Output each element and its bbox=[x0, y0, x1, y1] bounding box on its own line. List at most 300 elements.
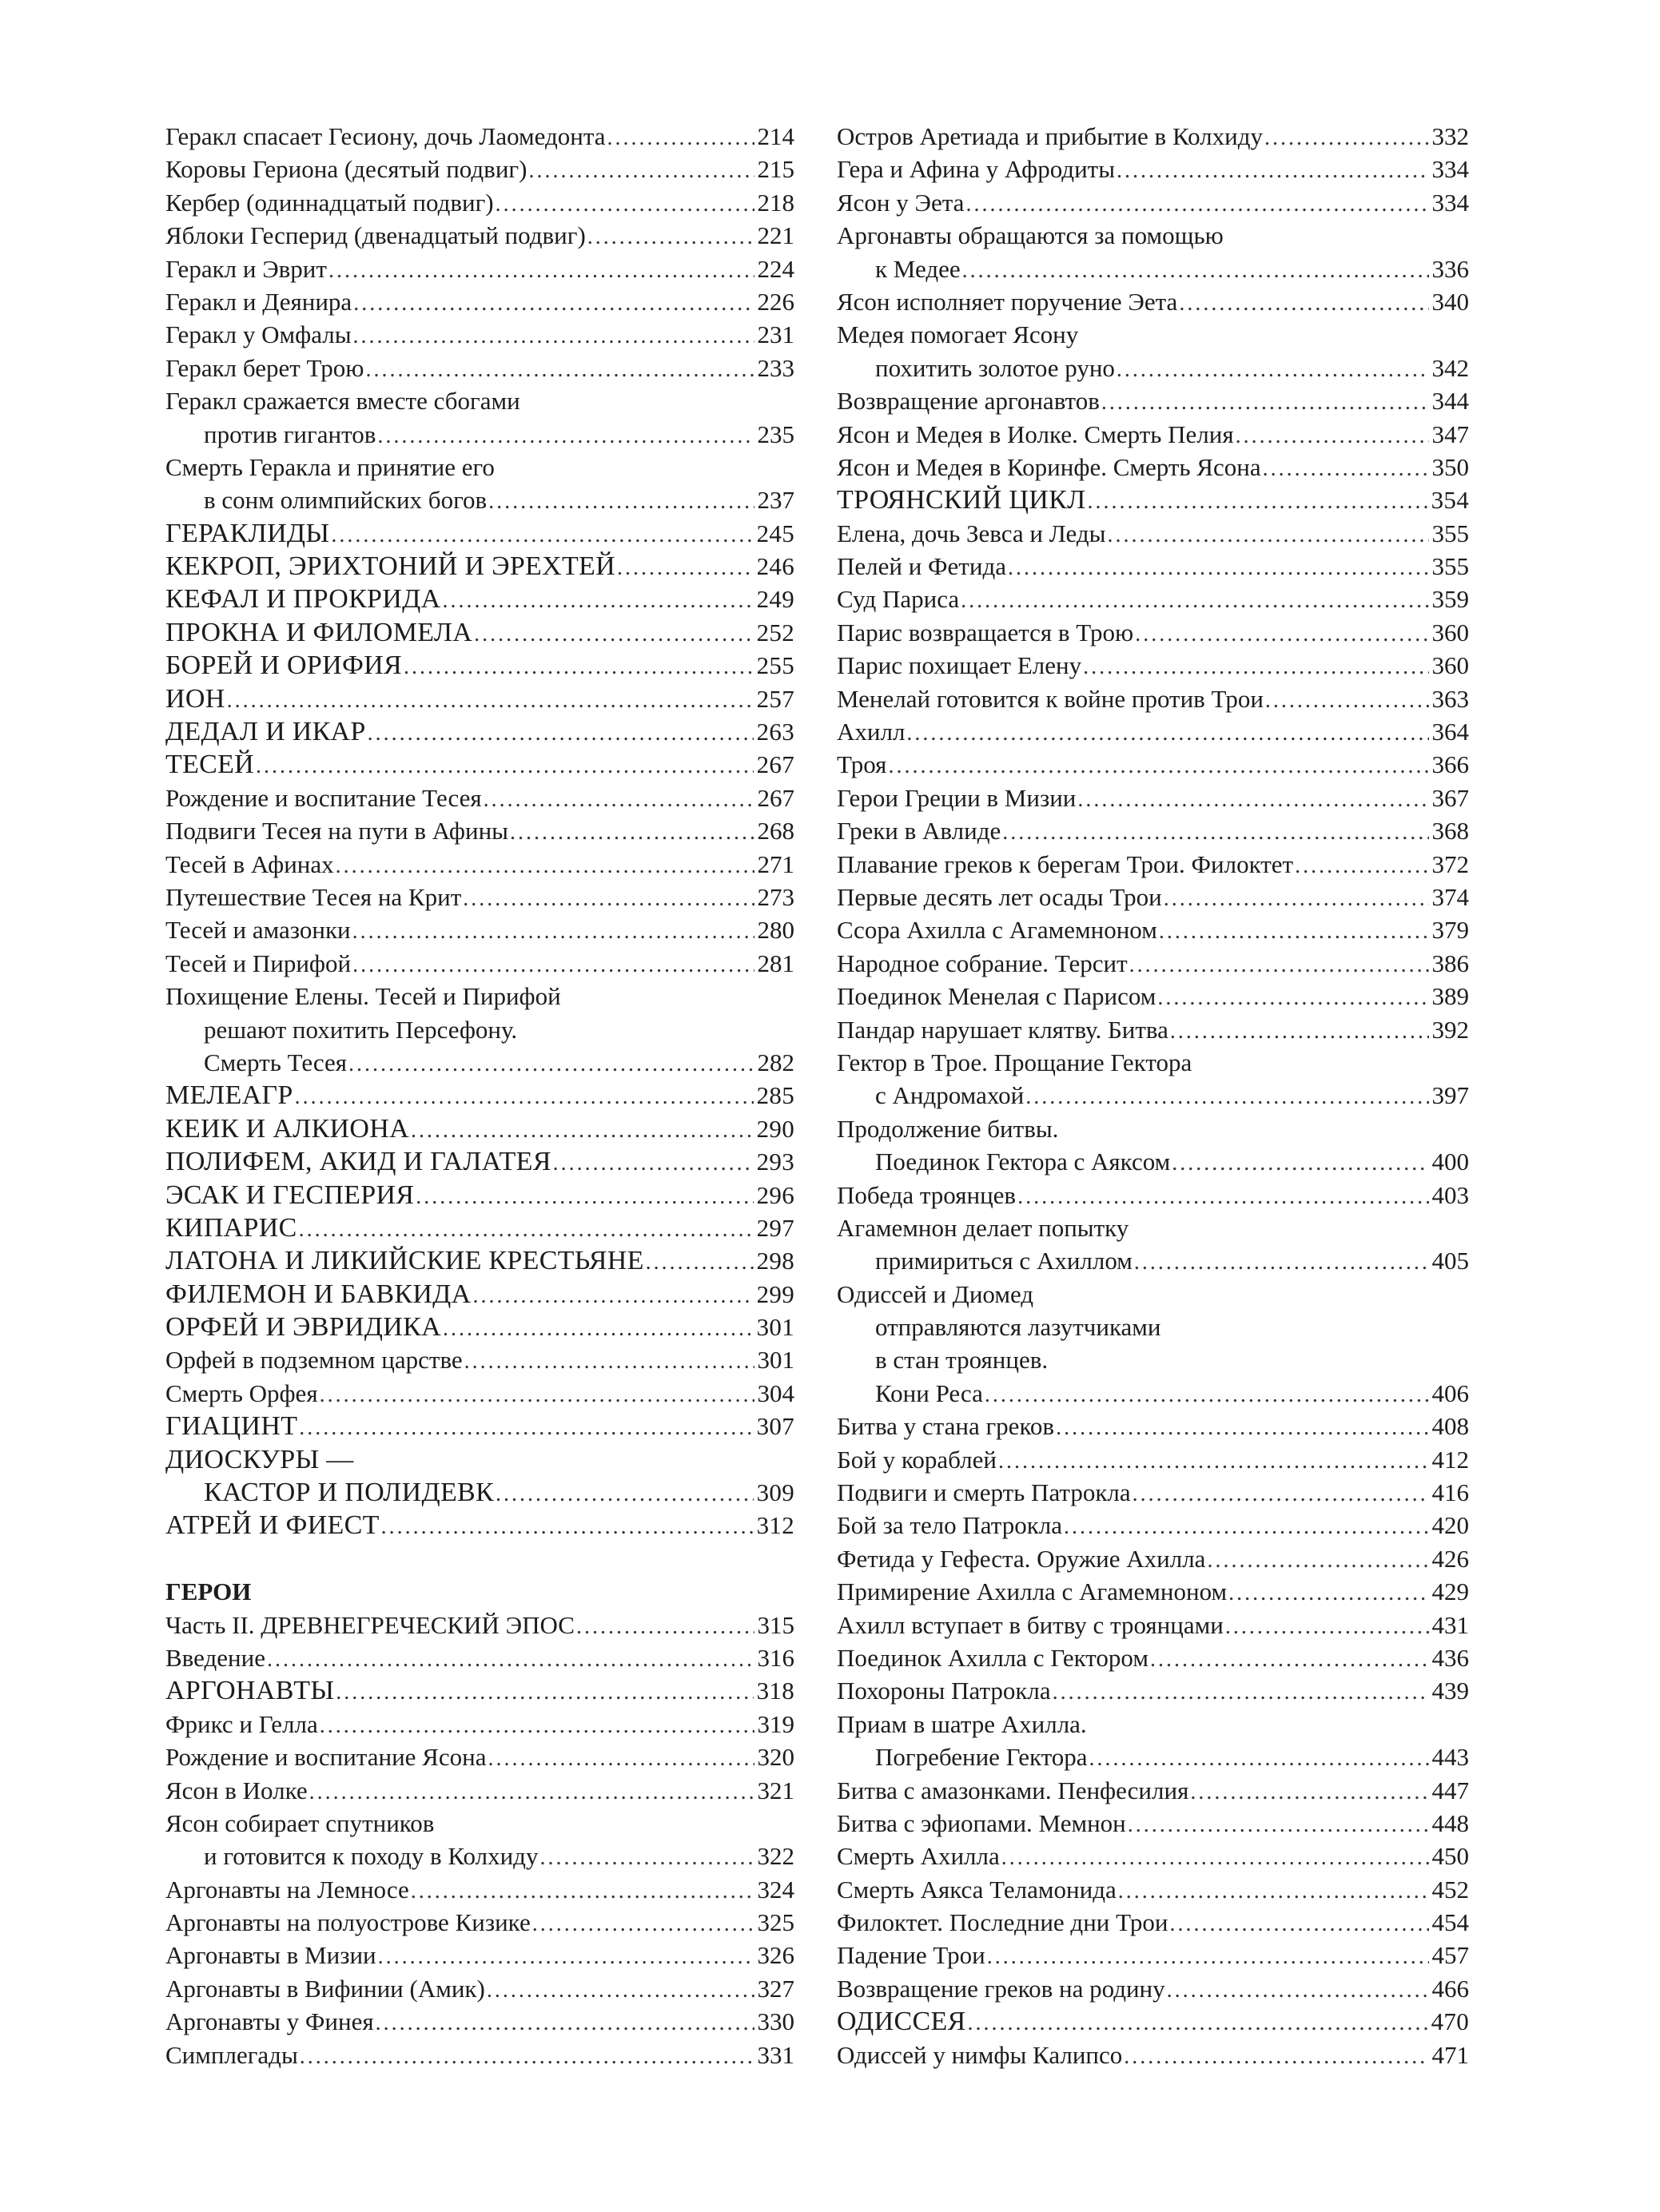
toc-leader-dots bbox=[1169, 1908, 1428, 1939]
toc-entry-title: с Андромахой bbox=[875, 1081, 1025, 1110]
toc-entry-title: ПРОКНА И ФИЛОМЕЛА bbox=[165, 617, 473, 647]
toc-entry-title: Герои Греции в Мизии bbox=[837, 783, 1077, 812]
toc-entry bbox=[165, 748, 794, 781]
toc-entry-line: отправляются лазутчиками bbox=[875, 1313, 1161, 1342]
toc-leader-dots bbox=[442, 584, 753, 615]
toc-page-number: 290 bbox=[756, 1114, 794, 1143]
toc-entry-title: ФИЛЕМОН И БАВКИДА bbox=[165, 1279, 472, 1309]
toc-leader-dots bbox=[474, 618, 754, 649]
toc-entry bbox=[837, 715, 1469, 748]
toc-entry-line: Медея помогает Ясону bbox=[837, 320, 1079, 349]
toc-leader-dots bbox=[1167, 1974, 1429, 2005]
toc-page-number: 416 bbox=[1431, 1478, 1469, 1507]
toc-entry-title: Падение Трои bbox=[837, 1941, 985, 1970]
toc-leader-dots bbox=[336, 1676, 753, 1707]
toc-entry bbox=[165, 153, 794, 185]
toc-leader-dots bbox=[998, 1445, 1429, 1476]
toc-entry-title: Греки в Авлиде bbox=[837, 817, 1001, 845]
toc-page-number: 326 bbox=[757, 1941, 794, 1970]
toc-page-number: 246 bbox=[756, 552, 794, 581]
toc-leader-dots bbox=[328, 254, 754, 285]
toc-leader-dots bbox=[528, 154, 754, 185]
toc-entry-title: Примирение Ахилла с Агамемноном bbox=[837, 1577, 1228, 1606]
toc-entry bbox=[165, 352, 794, 384]
toc-entry-title: МЕЛЕАГР bbox=[165, 1080, 293, 1111]
toc-page-number: 324 bbox=[757, 1875, 794, 1904]
toc-entry bbox=[837, 1807, 1469, 1840]
toc-entry-title: Бой за тело Патрокла bbox=[837, 1511, 1062, 1540]
toc-entry bbox=[165, 1840, 794, 1872]
toc-entry-title: примириться с Ахиллом bbox=[875, 1247, 1133, 1275]
toc-leader-dots bbox=[1236, 420, 1429, 451]
toc-entry bbox=[837, 550, 1469, 583]
toc-entry bbox=[837, 583, 1469, 615]
toc-entry-title: Гера и Афина у Афродиты bbox=[837, 155, 1116, 184]
toc-entry-title: Остров Аретиада и прибытие в Колхиду bbox=[837, 122, 1263, 150]
toc-page-number: 360 bbox=[1431, 618, 1469, 646]
toc-page-number: 429 bbox=[1431, 1577, 1469, 1606]
toc-entry bbox=[165, 682, 794, 715]
toc-page-number: 221 bbox=[757, 221, 794, 250]
toc-page-number: 301 bbox=[757, 1346, 794, 1375]
toc-page-number: 436 bbox=[1431, 1643, 1469, 1672]
toc-leader-dots bbox=[1087, 485, 1427, 516]
toc-entry bbox=[165, 947, 794, 980]
toc-entry bbox=[837, 2005, 1469, 2038]
toc-entry bbox=[165, 120, 794, 153]
toc-entry-title: Аргонавты в Вифинии (Амик) bbox=[165, 1974, 485, 2003]
toc-page-number: 334 bbox=[1431, 155, 1469, 184]
toc-page-number: 340 bbox=[1431, 287, 1469, 316]
toc-leader-dots bbox=[377, 420, 754, 451]
toc-entry-title: Орфей в подземном царстве bbox=[165, 1346, 463, 1375]
toc-leader-dots bbox=[539, 1841, 754, 1872]
toc-entry-title: Возвращение греков на родину bbox=[837, 1974, 1165, 2003]
toc-entry bbox=[165, 1343, 794, 1376]
toc-page-number: 224 bbox=[757, 254, 794, 283]
toc-leader-dots bbox=[906, 717, 1428, 748]
toc-page-number: 457 bbox=[1431, 1941, 1469, 1970]
toc-entry bbox=[165, 1311, 794, 1343]
toc-entry bbox=[165, 1906, 794, 1939]
toc-page-number: 298 bbox=[756, 1247, 794, 1275]
toc-entry-title: против гигантов bbox=[204, 420, 376, 448]
toc-leader-dots bbox=[484, 783, 754, 814]
toc-page-number: 296 bbox=[756, 1180, 794, 1209]
toc-entry-title: Пелей и Фетида bbox=[837, 552, 1006, 581]
toc-entry bbox=[165, 616, 794, 649]
toc-entry bbox=[837, 814, 1469, 847]
toc-entry bbox=[165, 418, 794, 451]
toc-leader-dots bbox=[320, 1379, 754, 1410]
toc-entry-title: ГЕРАКЛИДЫ bbox=[165, 518, 330, 548]
toc-entry-title: Путешествие Тесея на Крит bbox=[165, 882, 462, 911]
toc-entry bbox=[837, 682, 1469, 715]
toc-entry bbox=[837, 748, 1469, 781]
toc-entry bbox=[837, 848, 1469, 881]
toc-entry bbox=[165, 550, 794, 583]
toc-entry-title: ОДИССЕЯ bbox=[837, 2007, 966, 2037]
toc-leader-dots bbox=[473, 1279, 754, 1311]
toc-right-column bbox=[837, 120, 1469, 2071]
toc-entry-title: Ясон в Иолке bbox=[165, 1776, 308, 1804]
toc-entry bbox=[837, 517, 1469, 550]
toc-page-number: 426 bbox=[1431, 1544, 1469, 1573]
toc-entry-title: Суд Париса bbox=[837, 585, 960, 614]
toc-entry-line: ДИОСКУРЫ — bbox=[165, 1444, 354, 1474]
toc-page-number: 255 bbox=[756, 651, 794, 680]
toc-entry bbox=[165, 1145, 794, 1178]
toc-leader-dots bbox=[463, 882, 754, 913]
toc-entry-title: Менелай готовится к войне против Трои bbox=[837, 684, 1264, 713]
toc-entry bbox=[837, 913, 1469, 946]
toc-page-number: 450 bbox=[1431, 1842, 1469, 1871]
toc-leader-dots bbox=[331, 519, 753, 550]
toc-entry-title: Геракл спасает Гесиону, дочь Лаомедонта bbox=[165, 122, 606, 150]
toc-entry-title: Ахилл вступает в битву с троянцами bbox=[837, 1610, 1224, 1639]
toc-entry bbox=[837, 186, 1469, 219]
toc-entry bbox=[837, 1741, 1469, 1773]
toc-entry-line: Продолжение битвы. bbox=[837, 1114, 1059, 1143]
toc-page-number: 281 bbox=[757, 949, 794, 977]
toc-leader-dots bbox=[1157, 981, 1428, 1013]
toc-page-number: 350 bbox=[1431, 452, 1469, 481]
toc-entry-title: в сонм олимпийских богов bbox=[204, 486, 488, 515]
toc-page-number: 320 bbox=[757, 1743, 794, 1772]
toc-entry-line: Одиссей и Диомед bbox=[837, 1279, 1034, 1308]
toc-leader-dots bbox=[365, 353, 754, 384]
toc-page-number: 470 bbox=[1431, 2007, 1469, 2036]
toc-entry bbox=[837, 1244, 1469, 1277]
toc-entry bbox=[165, 1179, 794, 1211]
toc-entry bbox=[837, 2039, 1469, 2071]
toc-leader-dots bbox=[299, 1213, 754, 1244]
toc-entry-title: Битва с эфиопами. Мемнон bbox=[837, 1808, 1126, 1837]
toc-entry-title: Ссора Ахилла с Агамемноном bbox=[837, 916, 1157, 945]
toc-leader-dots bbox=[348, 1048, 754, 1079]
toc-leader-dots bbox=[510, 816, 754, 847]
toc-entry bbox=[837, 1013, 1469, 1046]
toc-entry-title: АРГОНАВТЫ bbox=[165, 1676, 335, 1706]
toc-page-number: 386 bbox=[1431, 949, 1469, 977]
toc-entry-title: Геракл и Эврит bbox=[165, 254, 327, 283]
toc-entry bbox=[837, 782, 1469, 814]
toc-entry-title: Ясон исполняет поручение Эета bbox=[837, 287, 1178, 316]
toc-entry bbox=[837, 1079, 1469, 1112]
toc-leader-dots bbox=[576, 1610, 754, 1641]
toc-entry bbox=[837, 1575, 1469, 1608]
toc-entry bbox=[165, 649, 794, 682]
toc-leader-dots bbox=[1179, 287, 1428, 318]
toc-entry bbox=[837, 1939, 1469, 1971]
toc-entry bbox=[165, 1972, 794, 2005]
toc-entry bbox=[837, 1840, 1469, 1872]
toc-leader-dots bbox=[1101, 386, 1429, 417]
toc-leader-dots bbox=[1172, 1147, 1428, 1178]
toc-entry bbox=[837, 1145, 1469, 1178]
toc-entry-title: Аргонавты в Мизии bbox=[165, 1941, 376, 1970]
toc-leader-dots bbox=[309, 1776, 754, 1807]
toc-leader-dots bbox=[587, 221, 754, 252]
toc-entry bbox=[165, 1873, 794, 1906]
toc-leader-dots bbox=[1150, 1643, 1429, 1674]
toc-entry-title: БОРЕЙ И ОРИФИЯ bbox=[165, 650, 402, 681]
toc-entry bbox=[165, 1079, 794, 1112]
toc-page-number: 237 bbox=[757, 486, 794, 515]
toc-leader-dots bbox=[416, 1180, 753, 1211]
toc-page-number: 231 bbox=[757, 320, 794, 349]
toc-entry bbox=[837, 1609, 1469, 1641]
toc-leader-dots bbox=[607, 121, 754, 153]
toc-entry-title: Поединок Ахилла с Гектором bbox=[837, 1643, 1148, 1672]
toc-entry bbox=[165, 1741, 794, 1773]
toc-page-number: 354 bbox=[1431, 486, 1469, 515]
toc-entry bbox=[837, 1410, 1469, 1442]
toc-page-number: 366 bbox=[1431, 750, 1469, 779]
toc-entry bbox=[837, 616, 1469, 649]
toc-page-number: 355 bbox=[1431, 552, 1469, 581]
toc-page-number: 263 bbox=[756, 718, 794, 746]
toc-entry-title: ТЕСЕЙ bbox=[165, 750, 255, 780]
toc-page-number: 344 bbox=[1431, 387, 1469, 416]
toc-page-number: 405 bbox=[1431, 1247, 1469, 1275]
toc-entry bbox=[837, 1179, 1469, 1211]
toc-entry bbox=[165, 1046, 794, 1079]
toc-entry-title: Тесей в Афинах bbox=[165, 849, 334, 878]
toc-entry-title: Ясон и Медея в Иолке. Смерть Пелия bbox=[837, 420, 1234, 448]
toc-leader-dots bbox=[1295, 849, 1428, 881]
toc-page-number: 342 bbox=[1431, 353, 1469, 382]
toc-entry bbox=[837, 352, 1469, 384]
toc-entry-title: Победа троянцев bbox=[837, 1180, 1017, 1209]
toc-entry-title: Елена, дочь Зевса и Леды bbox=[837, 519, 1106, 547]
toc-leader-dots bbox=[1117, 353, 1429, 384]
toc-page-number: 397 bbox=[1431, 1081, 1469, 1110]
toc-entry-title: Подвиги Тесея на пути в Афины bbox=[165, 817, 509, 845]
toc-leader-dots bbox=[267, 1643, 754, 1674]
toc-leader-dots bbox=[1025, 1080, 1428, 1112]
toc-leader-dots bbox=[965, 188, 1428, 219]
toc-entry-title: похитить золотое руно bbox=[875, 353, 1115, 382]
toc-page-number: 392 bbox=[1431, 1015, 1469, 1044]
toc-leader-dots bbox=[1001, 1841, 1429, 1872]
toc-page-number: 374 bbox=[1431, 882, 1469, 911]
toc-left-column bbox=[165, 120, 794, 2071]
toc-page-number: 372 bbox=[1431, 849, 1469, 878]
toc-leader-dots bbox=[336, 849, 754, 881]
toc-entry bbox=[837, 1674, 1469, 1707]
toc-leader-dots bbox=[1170, 1015, 1429, 1046]
toc-leader-dots bbox=[1002, 816, 1428, 847]
toc-entry bbox=[165, 1211, 794, 1244]
toc-leader-dots bbox=[1008, 551, 1429, 583]
toc-page-number: 400 bbox=[1431, 1148, 1469, 1176]
toc-entry-title: ЭСАК И ГЕСПЕРИЯ bbox=[165, 1180, 415, 1210]
toc-entry-title: Похороны Патрокла bbox=[837, 1677, 1051, 1705]
toc-entry bbox=[165, 1609, 794, 1641]
toc-page-number: 367 bbox=[1431, 783, 1469, 812]
toc-entry bbox=[165, 913, 794, 946]
toc-entry bbox=[165, 1939, 794, 1971]
toc-leader-dots bbox=[532, 1908, 754, 1939]
toc-leader-dots bbox=[487, 1974, 754, 2005]
toc-page-number: 318 bbox=[756, 1677, 794, 1705]
toc-entry bbox=[837, 1641, 1469, 1674]
toc-leader-dots bbox=[352, 949, 754, 980]
toc-entry-title: Ясон и Медея в Коринфе. Смерть Ясона bbox=[837, 452, 1261, 481]
toc-entry bbox=[837, 947, 1469, 980]
toc-entry-title: ЛАТОНА И ЛИКИЙСКИЕ КРЕСТЬЯНЕ bbox=[165, 1246, 644, 1276]
toc-entry-title: Фетида у Гефеста. Оружие Ахилла bbox=[837, 1544, 1206, 1573]
toc-page-number: 321 bbox=[757, 1776, 794, 1804]
toc-leader-dots bbox=[1117, 154, 1428, 185]
toc-page-number: 214 bbox=[757, 122, 794, 150]
toc-page-number: 235 bbox=[757, 420, 794, 448]
toc-entry bbox=[837, 1476, 1469, 1509]
toc-entry-title: ИОН bbox=[165, 683, 225, 714]
toc-entry-title: Тесей и Пирифой bbox=[165, 949, 352, 977]
toc-page-number: 331 bbox=[757, 2040, 794, 2069]
toc-section-heading: ГЕРОИ bbox=[165, 1577, 252, 1606]
toc-entry bbox=[165, 1641, 794, 1674]
toc-page-number: 448 bbox=[1431, 1808, 1469, 1837]
toc-entry-title: Битва с амазонками. Пенфесилия bbox=[837, 1776, 1189, 1804]
toc-entry-title: Плавание греков к берегам Трои. Филоктет bbox=[837, 849, 1294, 878]
toc-page-number: 271 bbox=[757, 849, 794, 878]
toc-entry bbox=[165, 2039, 794, 2071]
toc-page-number: 312 bbox=[756, 1511, 794, 1540]
toc-entry bbox=[165, 285, 794, 318]
toc-leader-dots bbox=[1083, 650, 1428, 682]
toc-page-number: 282 bbox=[757, 1048, 794, 1076]
toc-entry bbox=[165, 219, 794, 252]
toc-entry-title: Рождение и воспитание Тесея bbox=[165, 783, 482, 812]
toc-entry bbox=[165, 782, 794, 814]
toc-entry-title: ГИАЦИНТ bbox=[165, 1411, 298, 1442]
toc-page-number: 403 bbox=[1431, 1180, 1469, 1209]
toc-page-number: 285 bbox=[756, 1081, 794, 1110]
toc-leader-dots bbox=[1064, 1510, 1429, 1542]
toc-entry bbox=[165, 253, 794, 285]
toc-page-number: 466 bbox=[1431, 1974, 1469, 2003]
toc-page-number: 360 bbox=[1431, 651, 1469, 680]
toc-leader-dots bbox=[488, 1742, 754, 1773]
toc-leader-dots bbox=[320, 1709, 754, 1741]
toc-leader-dots bbox=[496, 1478, 754, 1509]
toc-page-number: 332 bbox=[1431, 122, 1469, 150]
toc-leader-dots bbox=[1128, 1808, 1429, 1840]
toc-page-number: 293 bbox=[756, 1148, 794, 1176]
toc-entry-title: и готовится к походу в Колхиду bbox=[204, 1842, 539, 1871]
toc-entry-title: Рождение и воспитание Ясона bbox=[165, 1743, 487, 1772]
toc-entry-line: Агамемнон делает попытку bbox=[837, 1213, 1129, 1242]
toc-entry bbox=[837, 384, 1469, 417]
toc-page-number: 359 bbox=[1431, 585, 1469, 614]
toc-page-number: 431 bbox=[1431, 1610, 1469, 1639]
toc-leader-dots bbox=[378, 1940, 754, 1971]
toc-page-number: 273 bbox=[757, 882, 794, 911]
toc-entry bbox=[165, 1476, 794, 1509]
toc-page-number: 218 bbox=[757, 188, 794, 217]
toc-page-number: 363 bbox=[1431, 684, 1469, 713]
toc-spacer bbox=[165, 1542, 794, 1575]
toc-entry bbox=[837, 649, 1469, 682]
toc-entry-line: решают похитить Персефону. bbox=[204, 1015, 518, 1044]
toc-entry-title: Коровы Гериона (десятый подвиг) bbox=[165, 155, 527, 184]
toc-entry-title: Смерть Аякса Теламонида bbox=[837, 1875, 1117, 1904]
toc-page-number: 412 bbox=[1431, 1445, 1469, 1474]
toc-entry-title: Кони Реса bbox=[875, 1379, 983, 1407]
toc-entry-line: Ясон собирает спутников bbox=[165, 1808, 435, 1837]
toc-page-number: 267 bbox=[756, 750, 794, 779]
toc-entry bbox=[165, 2005, 794, 2038]
toc-entry bbox=[837, 1377, 1469, 1410]
toc-entry bbox=[837, 881, 1469, 913]
toc-page-number: 304 bbox=[757, 1379, 794, 1407]
toc-entry bbox=[165, 1112, 794, 1145]
toc-entry bbox=[165, 1377, 794, 1410]
toc-leader-dots bbox=[1056, 1411, 1428, 1442]
toc-leader-dots bbox=[646, 1246, 754, 1277]
toc-entry bbox=[165, 1774, 794, 1807]
toc-page-number: 301 bbox=[756, 1313, 794, 1342]
toc-entry-title: Подвиги и смерть Патрокла bbox=[837, 1478, 1131, 1507]
toc-entry bbox=[165, 1278, 794, 1311]
toc-leader-dots bbox=[1265, 684, 1429, 715]
toc-leader-dots bbox=[962, 254, 1429, 285]
toc-leader-dots bbox=[443, 1312, 754, 1343]
toc-entry-title: Аргонавты на Лемносе bbox=[165, 1875, 409, 1904]
toc-entry-title: ДЕДАЛ И ИКАР bbox=[165, 717, 366, 747]
toc-entry bbox=[165, 1410, 794, 1442]
toc-entry-title: КЕКРОП, ЭРИХТОНИЙ И ЭРЕХТЕЙ bbox=[165, 551, 615, 582]
toc-page-number: 471 bbox=[1431, 2040, 1469, 2069]
toc-entry bbox=[165, 186, 794, 219]
toc-page-number: 315 bbox=[757, 1610, 794, 1639]
toc-entry-title: Народное собрание. Терсит bbox=[837, 949, 1128, 977]
toc-entry bbox=[837, 253, 1469, 285]
toc-entry bbox=[837, 418, 1469, 451]
toc-entry-title: Парис похищает Елену bbox=[837, 651, 1082, 680]
toc-leader-dots bbox=[968, 2007, 1428, 2038]
toc-page-number: 299 bbox=[756, 1279, 794, 1308]
toc-page-number: 257 bbox=[756, 684, 794, 713]
toc-leader-dots bbox=[1107, 519, 1428, 550]
toc-entry-title: ТРОЯНСКИЙ ЦИКЛ bbox=[837, 485, 1086, 515]
toc-page-number: 336 bbox=[1431, 254, 1469, 283]
toc-leader-dots bbox=[1264, 121, 1429, 153]
toc-entry bbox=[837, 120, 1469, 153]
toc-entry-line: Аргонавты обращаются за помощью bbox=[837, 221, 1224, 250]
toc-entry-title: Аргонавты на полуострове Кизике bbox=[165, 1908, 531, 1937]
toc-entry-line: Смерть Геракла и принятие его bbox=[165, 452, 495, 481]
toc-page-number: 439 bbox=[1431, 1677, 1469, 1705]
toc-leader-dots bbox=[256, 750, 754, 781]
toc-entry-line: в стан троянцев. bbox=[875, 1346, 1049, 1375]
toc-entry bbox=[837, 451, 1469, 483]
toc-entry bbox=[837, 1509, 1469, 1542]
toc-entry bbox=[165, 1674, 794, 1707]
toc-entry-line: Приам в шатре Ахилла. bbox=[837, 1709, 1087, 1738]
toc-entry bbox=[165, 318, 794, 351]
toc-entry bbox=[837, 153, 1469, 185]
toc-leader-dots bbox=[1077, 783, 1428, 814]
toc-entry-title: Кербер (одиннадцатый подвиг) bbox=[165, 188, 494, 217]
toc-page-number: 327 bbox=[757, 1974, 794, 2003]
toc-page-number: 347 bbox=[1431, 420, 1469, 448]
toc-leader-dots bbox=[888, 750, 1428, 781]
toc-page-number: 355 bbox=[1431, 519, 1469, 547]
